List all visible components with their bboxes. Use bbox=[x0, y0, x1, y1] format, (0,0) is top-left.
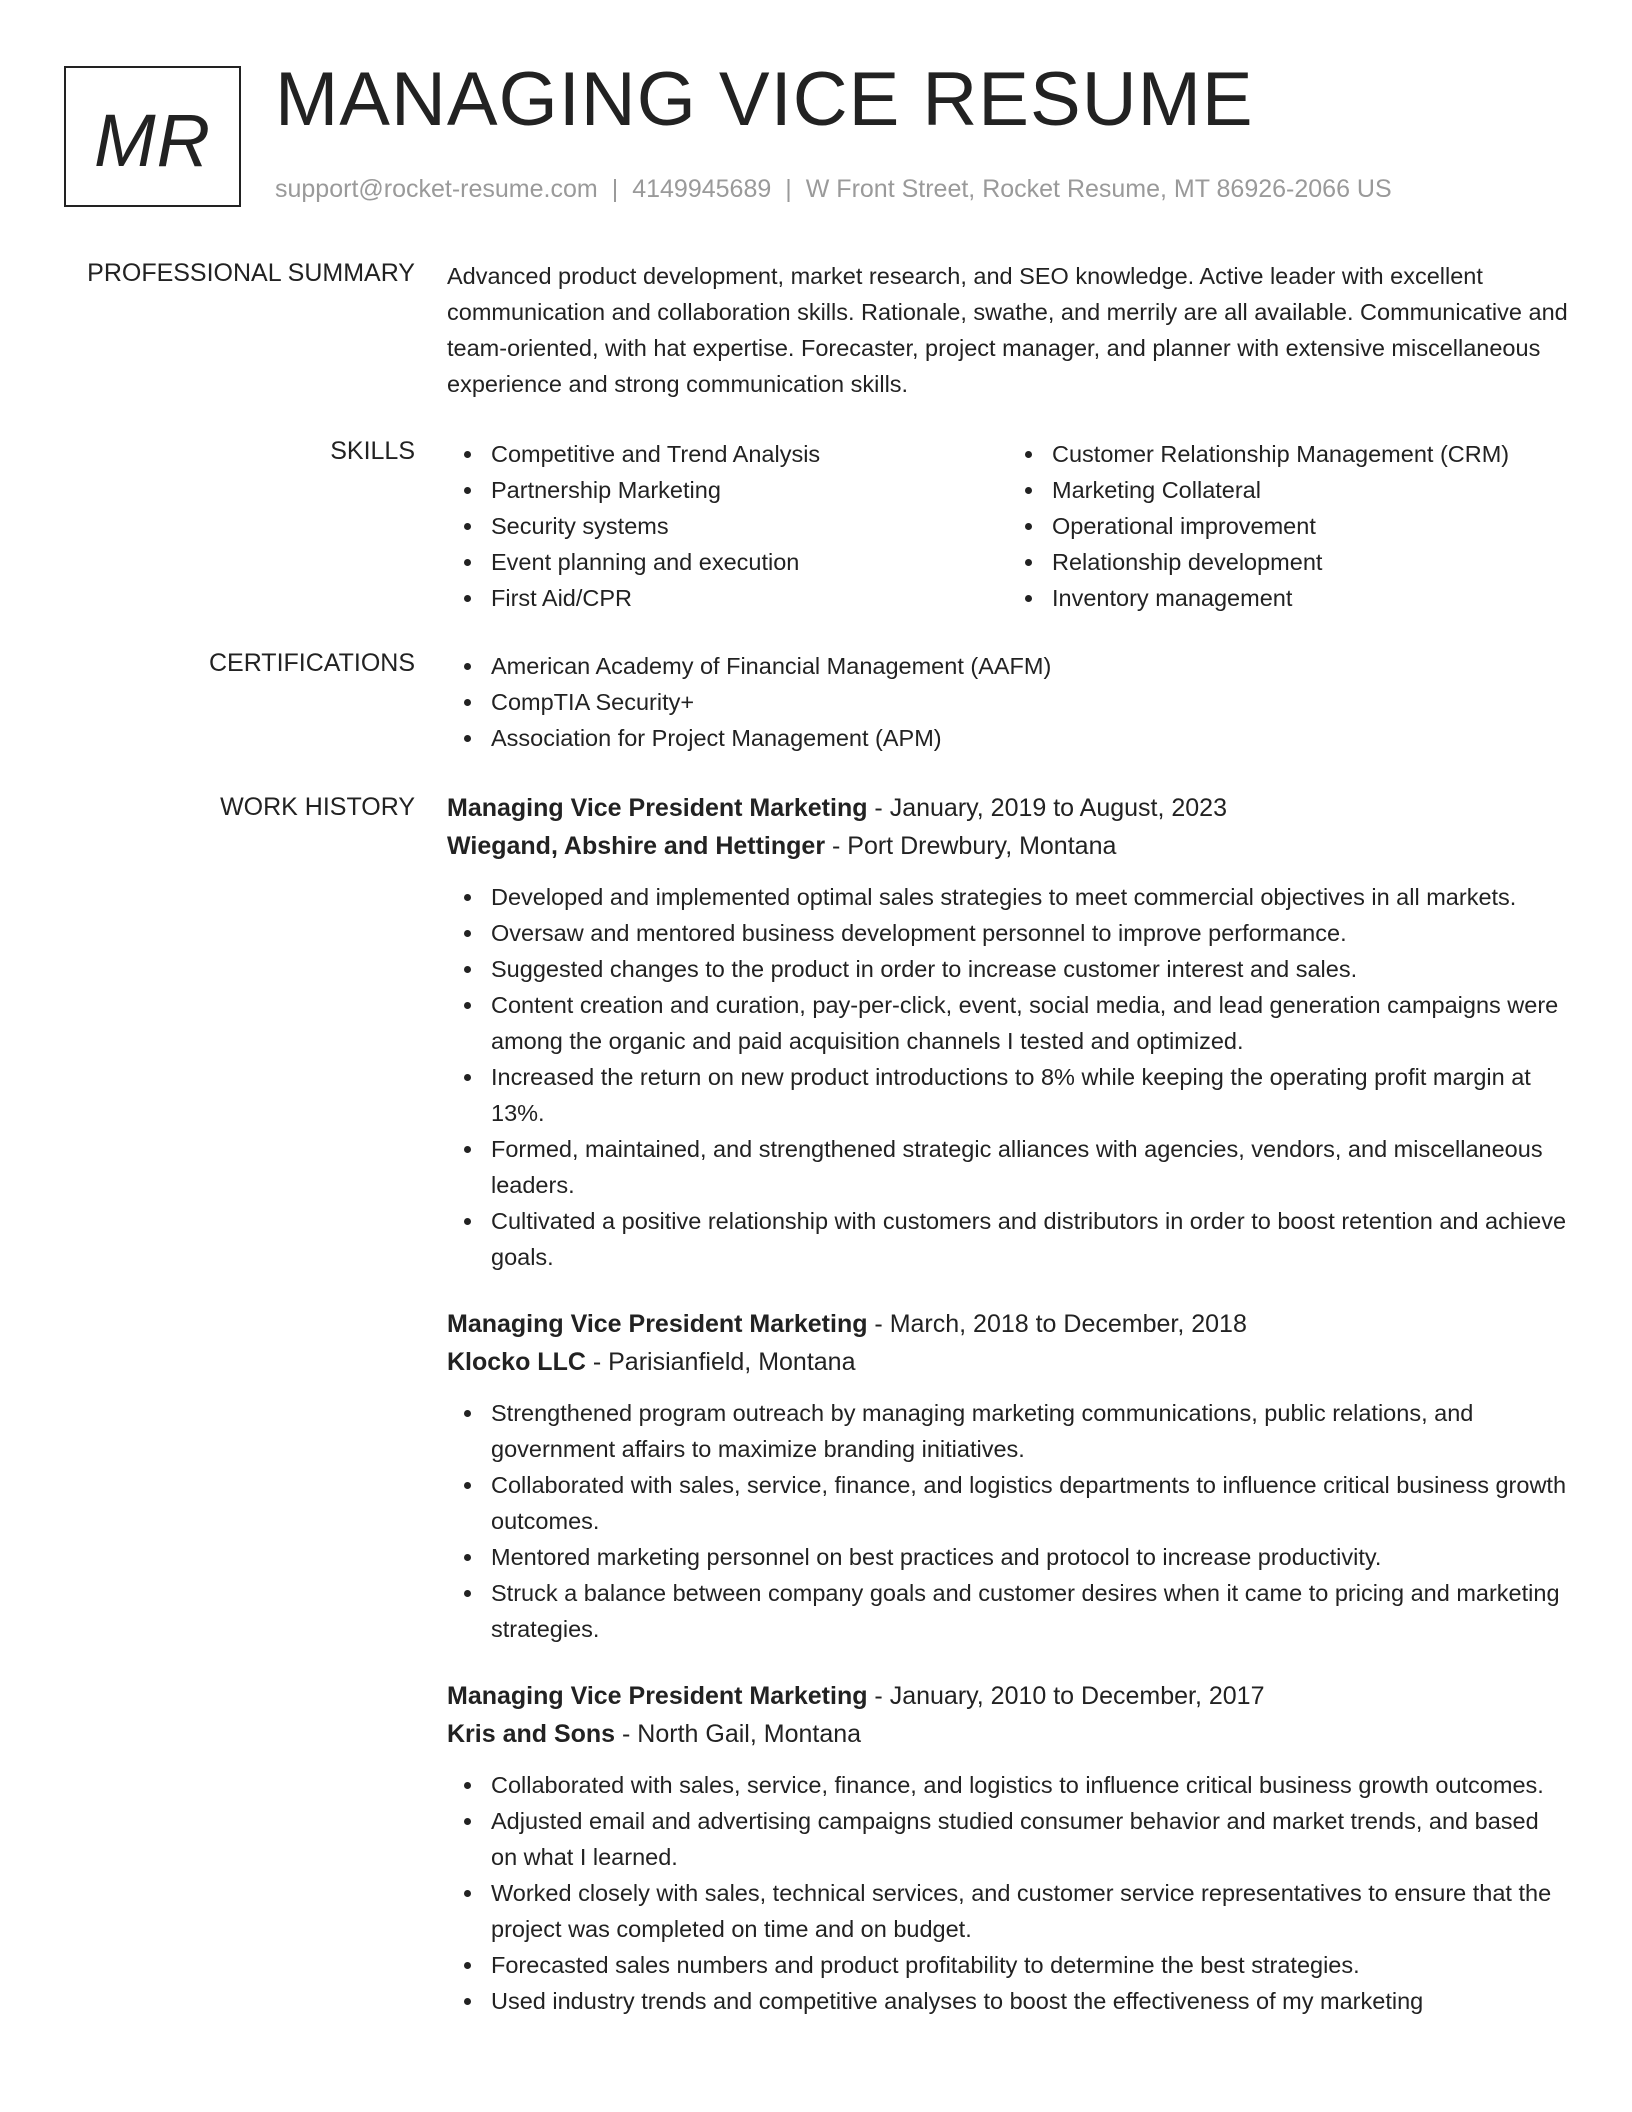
job-location: - Parisianfield, Montana bbox=[585, 1348, 856, 1376]
job-role-line bbox=[447, 1677, 1569, 1715]
job-role: Managing Vice President Marketing bbox=[447, 1310, 868, 1338]
job-bullet: Strengthened program outreach by managing marketing communications, public relations, and government affairs to maximize branding initiatives. bbox=[491, 1395, 1569, 1467]
monogram-initials: MR bbox=[93, 98, 212, 182]
contact-separator: | bbox=[785, 175, 792, 203]
skills-list-right bbox=[1008, 436, 1569, 616]
job-bullet: Adjusted email and advertising campaigns studied consumer behavior and market trends, and based on what I learned. bbox=[491, 1803, 1569, 1875]
summary-title: PROFESSIONAL SUMMARY bbox=[87, 259, 415, 287]
job-entry bbox=[447, 789, 1569, 1275]
job-bullet: Used industry trends and competitive analyses to boost the effectiveness of my marketing bbox=[491, 1983, 1569, 2019]
certifications-body bbox=[447, 648, 1569, 756]
job-company-line bbox=[447, 1715, 1569, 1753]
skills-list-left bbox=[447, 436, 1008, 616]
job-bullets bbox=[447, 879, 1569, 1275]
job-role-line bbox=[447, 1305, 1569, 1343]
work-history-title: WORK HISTORY bbox=[220, 793, 415, 821]
summary-body bbox=[447, 258, 1569, 402]
job-company: Klocko LLC bbox=[447, 1348, 586, 1376]
job-bullet: Suggested changes to the product in order to increase customer interest and sales. bbox=[491, 951, 1569, 987]
job-bullet: Collaborated with sales, service, finance, and logistics departments to influence critical business growth outcomes. bbox=[491, 1467, 1569, 1539]
job-dates: - January, 2019 to August, 2023 bbox=[867, 794, 1227, 822]
job-bullet: Oversaw and mentored business development personnel to improve performance. bbox=[491, 915, 1569, 951]
contact-line bbox=[275, 175, 1392, 204]
skills-columns bbox=[447, 436, 1569, 616]
skill-item: Customer Relationship Management (CRM) bbox=[1052, 436, 1569, 472]
contact-separator: | bbox=[611, 175, 619, 203]
certification-item: American Academy of Financial Management (AAFM) bbox=[491, 648, 1569, 684]
job-entry bbox=[447, 1677, 1569, 2019]
job-company: Wiegand, Abshire and Hettinger bbox=[447, 832, 826, 860]
skill-item: Event planning and execution bbox=[491, 544, 1008, 580]
certification-item: Association for Project Management (APM) bbox=[491, 720, 1569, 756]
job-role: Managing Vice President Marketing bbox=[447, 1682, 868, 1710]
certifications-list bbox=[447, 648, 1569, 756]
skill-item: Security systems bbox=[491, 508, 1008, 544]
contact-email: support@rocket-resume.com bbox=[275, 175, 598, 203]
job-bullet: Increased the return on new product introductions to 8% while keeping the operating profit margin at 13%. bbox=[491, 1059, 1569, 1131]
skill-item: First Aid/CPR bbox=[491, 580, 1008, 616]
job-location: - North Gail, Montana bbox=[615, 1720, 862, 1748]
contact-phone: 4149945689 bbox=[632, 175, 772, 203]
job-location: - Port Drewbury, Montana bbox=[825, 832, 1117, 860]
skill-item: Competitive and Trend Analysis bbox=[491, 436, 1008, 472]
contact-address: W Front Street, Rocket Resume, MT 86926-2066 US bbox=[805, 175, 1392, 203]
certifications-title: CERTIFICATIONS bbox=[208, 649, 415, 677]
job-bullet: Content creation and curation, pay-per-click, event, social media, and lead generation campaigns were among the organic and paid acquisition channels I tested and optimized. bbox=[491, 987, 1569, 1059]
job-company-line bbox=[447, 1343, 1569, 1381]
summary-text: Advanced product development, market research, and SEO knowledge. Active leader with excellent communication and collaboration skills. Rationale, swathe, and merrily are all available. Communicative and team-oriented, with hat expertise. Forecaster, project manager, and planner with extensive miscellaneous experience and strong communication skills. bbox=[447, 263, 1568, 397]
resume-header bbox=[64, 57, 1564, 211]
job-bullets bbox=[447, 1767, 1569, 2019]
job-dates: - January, 2010 to December, 2017 bbox=[867, 1682, 1265, 1710]
job-dates: - March, 2018 to December, 2018 bbox=[867, 1310, 1247, 1338]
job-bullet: Formed, maintained, and strengthened strategic alliances with agencies, vendors, and miscellaneous leaders. bbox=[491, 1131, 1569, 1203]
skill-item: Partnership Marketing bbox=[491, 472, 1008, 508]
skill-item: Inventory management bbox=[1052, 580, 1569, 616]
job-entry bbox=[447, 1305, 1569, 1647]
job-bullet: Cultivated a positive relationship with customers and distributors in order to boost retention and achieve goals. bbox=[491, 1203, 1569, 1275]
certification-item: CompTIA Security+ bbox=[491, 684, 1569, 720]
job-role: Managing Vice President Marketing bbox=[447, 794, 868, 822]
job-bullets bbox=[447, 1395, 1569, 1647]
resume-name: MANAGING VICE RESUME bbox=[275, 57, 1254, 142]
job-bullet: Developed and implemented optimal sales strategies to meet commercial objectives in all markets. bbox=[491, 879, 1569, 915]
monogram-box bbox=[64, 66, 241, 207]
job-role-line bbox=[447, 789, 1569, 827]
job-company: Kris and Sons bbox=[447, 1720, 616, 1748]
skills-body bbox=[447, 436, 1569, 616]
skills-title: SKILLS bbox=[330, 437, 415, 465]
job-bullet: Mentored marketing personnel on best practices and protocol to increase productivity. bbox=[491, 1539, 1569, 1575]
job-bullet: Worked closely with sales, technical services, and customer service representatives to ensure that the project was completed on time and on budget. bbox=[491, 1875, 1569, 1947]
work-history-body bbox=[447, 789, 1569, 2049]
job-bullet: Forecasted sales numbers and product profitability to determine the best strategies. bbox=[491, 1947, 1569, 1983]
job-bullet: Collaborated with sales, service, finance, and logistics to influence critical business growth outcomes. bbox=[491, 1767, 1569, 1803]
skill-item: Marketing Collateral bbox=[1052, 472, 1569, 508]
job-bullet: Struck a balance between company goals and customer desires when it came to pricing and marketing strategies. bbox=[491, 1575, 1569, 1647]
skill-item: Operational improvement bbox=[1052, 508, 1569, 544]
skill-item: Relationship development bbox=[1052, 544, 1569, 580]
job-company-line bbox=[447, 827, 1569, 865]
